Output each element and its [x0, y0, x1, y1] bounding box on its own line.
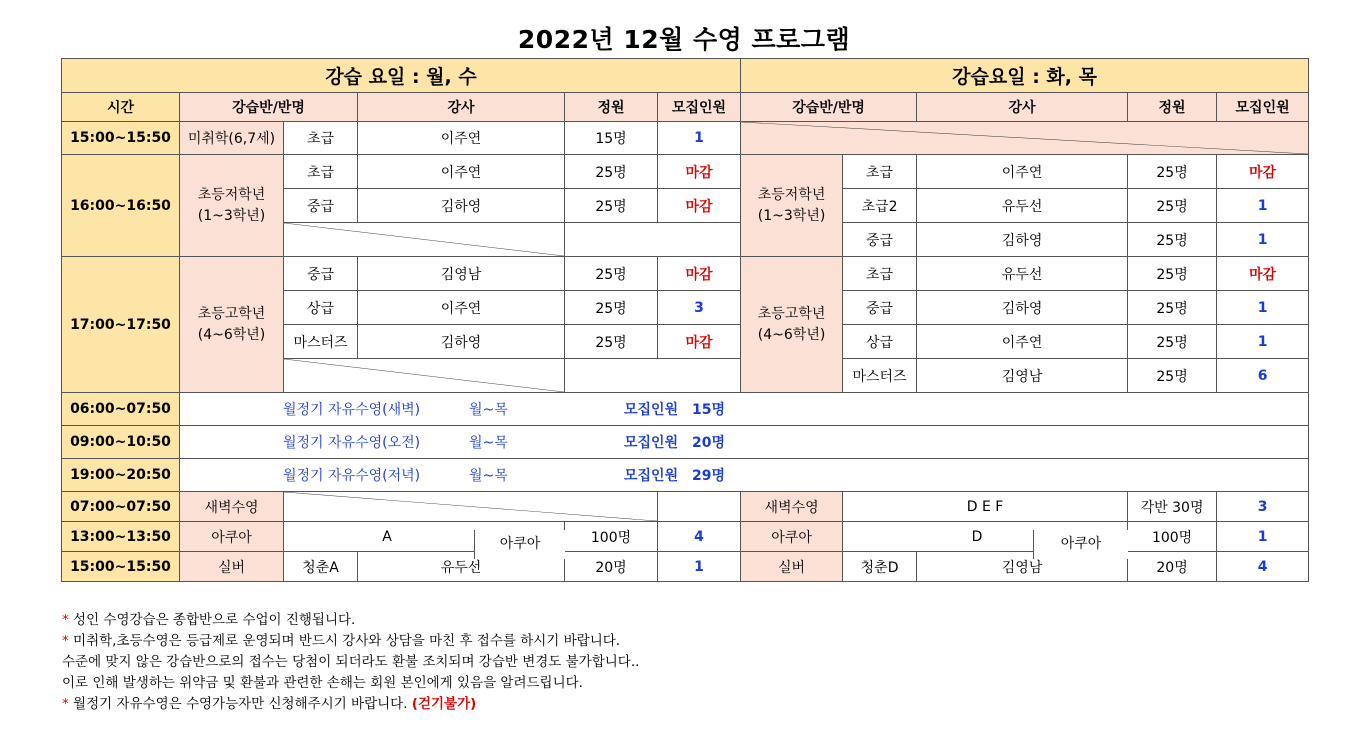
empty-cell — [658, 492, 741, 522]
free-swim-count: 15명 — [692, 402, 726, 418]
section-header-mon-wed: 강습 요일 : 월, 수 — [62, 59, 741, 93]
teacher-cell: 이주연 — [358, 155, 565, 189]
recruit-cell: 1 — [658, 122, 741, 155]
adult-row — [62, 492, 1309, 522]
capacity-cell: 100명 — [565, 522, 658, 552]
free-swim-desc — [180, 426, 1309, 459]
note-star: * — [62, 696, 69, 712]
time-cell: 13:00~13:50 — [62, 522, 180, 552]
capacity-cell: 25명 — [1128, 359, 1217, 393]
group-cell: 초등저학년 (1~3학년) — [180, 155, 284, 257]
free-swim-label: 모집인원 — [624, 468, 679, 484]
header-recruit: 모집인원 — [658, 93, 741, 122]
capacity-cell: 25명 — [1128, 257, 1217, 291]
class-name-cell: 아쿠아 — [741, 522, 843, 552]
capacity-cell: 20명 — [1128, 552, 1217, 582]
teacher-cell: 이주연 — [358, 122, 565, 155]
teacher-cell: 김영남 — [917, 552, 1128, 582]
note-text: 수준에 맞지 않은 강습반으로의 접수는 당첨이 되더라도 환불 조치되며 강습반 변경도 불가합니다.. — [62, 654, 640, 670]
teacher-cell: 김하영 — [358, 189, 565, 223]
recruit-cell: 마감 — [658, 325, 741, 359]
free-swim-label: 모집인원 — [624, 402, 679, 418]
class-name-cell: 실버 — [180, 552, 284, 582]
free-swim-desc — [180, 459, 1309, 492]
level-cell: 청춘A — [284, 552, 358, 582]
teacher-cell: 김영남 — [917, 359, 1128, 393]
recruit-cell: 마감 — [658, 155, 741, 189]
teacher-cell: 김영남 — [358, 257, 565, 291]
recruit-cell: 1 — [1217, 325, 1309, 359]
teacher-name: A — [382, 528, 392, 545]
note-item — [62, 673, 639, 694]
level-cell: 상급 — [843, 325, 917, 359]
time-cell: 15:00~15:50 — [62, 122, 180, 155]
free-swim-label: 모집인원 — [624, 435, 679, 451]
recruit-cell: 3 — [658, 291, 741, 325]
teacher-cell: 이주연 — [358, 291, 565, 325]
capacity-cell: 25명 — [565, 291, 658, 325]
header-class: 강습반/반명 — [741, 93, 917, 122]
empty-cell — [565, 359, 741, 393]
capacity-cell: 25명 — [565, 257, 658, 291]
recruit-cell: 4 — [658, 522, 741, 552]
section-header-tue-thu: 강습요일 : 화, 목 — [741, 59, 1309, 93]
free-swim-name: 월정기 자유수영(새벽) — [283, 402, 421, 418]
recruit-cell: 마감 — [1217, 257, 1309, 291]
free-swim-name: 월정기 자유수영(오전) — [283, 435, 421, 451]
level-cell: 초급 — [284, 155, 358, 189]
free-swim-row — [62, 393, 1309, 426]
note-star: * — [62, 612, 69, 628]
empty-cell — [565, 223, 741, 257]
empty-diagonal-cell — [284, 359, 565, 393]
level-cell: 초급2 — [843, 189, 917, 223]
empty-diagonal-cell — [284, 492, 658, 522]
class-name-cell: 새벽수영 — [180, 492, 284, 522]
empty-diagonal-cell — [284, 223, 565, 257]
note-text: 월정기 자유수영은 수영가능자만 신청해주시기 바랍니다. — [68, 696, 412, 712]
teacher-cell: 유두선 — [358, 552, 565, 582]
table-row — [62, 155, 1309, 189]
free-swim-row — [62, 426, 1309, 459]
time-cell: 19:00~20:50 — [62, 459, 180, 492]
level-cell: 중급 — [843, 223, 917, 257]
header-teacher: 강사 — [917, 93, 1128, 122]
level-cell: 상급 — [284, 291, 358, 325]
note-star: * — [62, 633, 69, 649]
aqua-kind-right: 아쿠아 — [1033, 530, 1128, 559]
capacity-cell: 25명 — [1128, 189, 1217, 223]
capacity-cell: 각반 30명 — [1128, 492, 1217, 522]
notes — [62, 610, 639, 715]
level-cell: 마스터즈 — [843, 359, 917, 393]
table-row — [62, 257, 1309, 291]
teacher-cell: 이주연 — [917, 325, 1128, 359]
capacity-cell: 15명 — [565, 122, 658, 155]
time-cell: 09:00~10:50 — [62, 426, 180, 459]
recruit-cell: 4 — [1217, 552, 1309, 582]
capacity-cell: 25명 — [1128, 155, 1217, 189]
level-cell: 초급 — [843, 257, 917, 291]
class-name-cell: 실버 — [741, 552, 843, 582]
schedule-table — [61, 58, 1309, 582]
recruit-cell: 6 — [1217, 359, 1309, 393]
capacity-cell: 25명 — [565, 325, 658, 359]
capacity-cell: 25명 — [1128, 325, 1217, 359]
note-item — [62, 610, 639, 631]
note-item — [62, 631, 639, 652]
time-cell: 17:00~17:50 — [62, 257, 180, 393]
teacher-cell: 김하영 — [358, 325, 565, 359]
level-cell: 초급 — [284, 122, 358, 155]
time-cell: 16:00~16:50 — [62, 155, 180, 257]
time-cell: 07:00~07:50 — [62, 492, 180, 522]
time-cell: 06:00~07:50 — [62, 393, 180, 426]
free-swim-days: 월~목 — [469, 402, 508, 418]
header-teacher: 강사 — [358, 93, 565, 122]
table-row — [62, 122, 1309, 155]
free-swim-row — [62, 459, 1309, 492]
level-cell: 중급 — [284, 257, 358, 291]
empty-diagonal-cell — [741, 122, 1309, 155]
capacity-cell: 20명 — [565, 552, 658, 582]
recruit-cell: 마감 — [1217, 155, 1309, 189]
teacher-cell: 유두선 — [917, 189, 1128, 223]
recruit-cell: 3 — [1217, 492, 1309, 522]
teacher-cell: 유두선 — [917, 257, 1128, 291]
group-cell: 미취학(6,7세) — [180, 122, 284, 155]
note-text: 미취학,초등수영은 등급제로 운영되며 반드시 강사와 상담을 마친 후 접수를 하시기 바랍니다. — [68, 633, 621, 649]
recruit-cell: 마감 — [658, 257, 741, 291]
group-cell: 초등고학년 (4~6학년) — [741, 257, 843, 393]
aqua-kind-left: 아쿠아 — [474, 530, 565, 559]
capacity-cell: 25명 — [1128, 223, 1217, 257]
note-item — [62, 694, 639, 715]
free-swim-days: 월~목 — [469, 468, 508, 484]
time-cell: 15:00~15:50 — [62, 552, 180, 582]
recruit-cell: 마감 — [658, 189, 741, 223]
teacher-cell: D E F — [843, 492, 1128, 522]
recruit-cell: 1 — [1217, 223, 1309, 257]
level-cell: 중급 — [843, 291, 917, 325]
recruit-cell: 1 — [1217, 189, 1309, 223]
header-time: 시간 — [62, 93, 180, 122]
page-title: 2022년 12월 수영 프로그램 — [517, 25, 851, 54]
header-capacity: 정원 — [565, 93, 658, 122]
free-swim-count: 20명 — [692, 435, 726, 451]
group-cell: 초등저학년 (1~3학년) — [741, 155, 843, 257]
recruit-cell: 1 — [1217, 291, 1309, 325]
teacher-name: D — [971, 528, 983, 545]
level-cell: 초급 — [843, 155, 917, 189]
teacher-cell: 김하영 — [917, 291, 1128, 325]
note-text: 이로 인해 발생하는 위약금 및 환불과 관련한 손해는 회원 본인에게 있음을 알려드립니다. — [62, 675, 583, 691]
class-name-cell: 아쿠아 — [180, 522, 284, 552]
level-cell: 청춘D — [843, 552, 917, 582]
recruit-cell: 1 — [1217, 522, 1309, 552]
free-swim-desc — [180, 393, 1309, 426]
level-cell: 중급 — [284, 189, 358, 223]
class-name-cell: 새벽수영 — [741, 492, 843, 522]
capacity-cell: 25명 — [565, 155, 658, 189]
capacity-cell: 25명 — [1128, 291, 1217, 325]
note-item — [62, 652, 639, 673]
header-recruit: 모집인원 — [1217, 93, 1309, 122]
teacher-cell: 이주연 — [917, 155, 1128, 189]
note-text: 성인 수영강습은 종합반으로 수업이 진행됩니다. — [68, 612, 356, 628]
level-cell: 마스터즈 — [284, 325, 358, 359]
free-swim-count: 29명 — [692, 468, 726, 484]
free-swim-days: 월~목 — [469, 435, 508, 451]
recruit-cell: 1 — [658, 552, 741, 582]
group-cell: 초등고학년 (4~6학년) — [180, 257, 284, 393]
free-swim-name: 월정기 자유수영(저녁) — [283, 468, 421, 484]
capacity-cell: 25명 — [565, 189, 658, 223]
header-capacity: 정원 — [1128, 93, 1217, 122]
capacity-cell: 100명 — [1128, 522, 1217, 552]
teacher-cell: 김하영 — [917, 223, 1128, 257]
note-warning: (걷기불가) — [411, 696, 477, 712]
header-class: 강습반/반명 — [180, 93, 358, 122]
